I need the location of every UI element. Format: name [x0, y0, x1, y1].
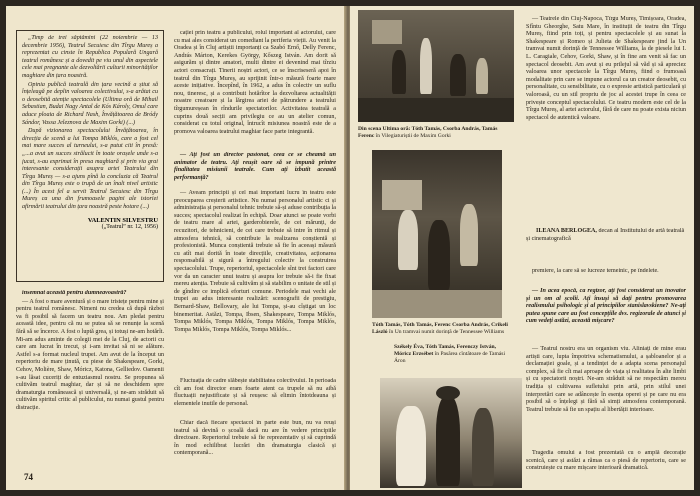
right-column-text — [526, 16, 686, 224]
quote-box — [16, 30, 164, 282]
quote-author: VALENTIN SILVESTRU — [87, 216, 158, 224]
right-column-answer-4 — [174, 420, 336, 480]
interview-answer: — A fost o mare aventură și o mare tristețe pentru mine și pentru teatrul românesc. Nimeni nu credea că după război va fi posibil să facem un teatru nou. Am pledat pentru această idee, pentru că nu se putea să se renunțe la scenă fără să se încerce. A fost o luptă grea, și totuși ne-am hotărît. Mi-am adus aminte de colegii mei de la Cluj, de actorii cu care am lucrat în trecut, și i-am invitat să ni se alăture. Astfel s-a format nucleul trupei. Am avut de la început un repertoriu de mare ținută, cu piese de Shakespeare, Gorki, Cehov, Molière, Shaw, Móricz, Katona, Gelliedov. Oamenii s-au lăsat cuceriți de entuziasmul nostru. Se propunea să cultivăm teatrul maghiar, dar și să ne deschidem spre dramaturgia românească și universală, și ne-am străduit să cultivăm spiritul critic al publicului, nu numai gustul pentru distracție. — [16, 298, 164, 411]
interview-answer: — Teatrul nostru era un organism viu. Aliniați de mine erau artiști care, lupta împotriva schematismului, a șabloanelor și a declamației goale, și a tendinței de a adapta scena personajul complex, să fie cît mai aproape de viața și realitatea în alte limbi și cu spectatorii noștri. Ne-am străduit să ne respectăm mereu tradiția și cultivarea sufletului prin artă, prin stilul unei interpretări care se adâncește în esența operei și pe care nu era posibil să o înțelegi și fără să simți atmosfera contemporană. Teatrul trebuie să fie un spațiu al libertății interioare. — [526, 346, 686, 413]
quote-box-text — [22, 35, 158, 213]
caption-play: în Vilegiaturiștii de Maxim Gorki — [374, 132, 451, 139]
interview-answer: Tragedia omului a fost prezentată cu o amplă decorație scenică, care și astăzi a rămas ca o piesă de repertoriu, care se construiește cu mare mișcare interioară dramatică. — [526, 450, 686, 472]
signature-block — [526, 228, 686, 264]
left-column-lower — [16, 290, 164, 468]
left-page — [6, 6, 346, 490]
right-column-answer-3 — [174, 378, 336, 420]
quote-paragraph: După vizionarea spectacolului Învățătoarea, în direcția de scenă a lui Tompa Miklós, care a fost cel mai mare succes al turneului, s-a putut citi în presă: „...a avut un succes strălucit în toate orașele unde s-a jucat, s-au exprimat în presa maghiară și prin via grai interesante considerații asupra artei Teatrului din Tîrgu Mureș — s-a ajuns pînă la concluzia că Teatrul din Tîrgu Mureș este o trupă de un înalt nivel artistic (...) În acest fel a servit Teatrul Secuiesc din Tîrgu Mureș ca una din frumoasele pagini ale istoriei afirmării teatrului din țara noastră peste hotare (...) — [22, 128, 158, 211]
caption-names: Din scena Ultima oră: Tóth Tamás, Csorba András, Tamás Ferenc — [358, 126, 498, 139]
quote-source: („Teatrul” nr. 12, 1956) — [101, 223, 158, 230]
quote-paragraph: „Timp de trei săptămîni (22 noiembrie — 13 decembrie 1956), Teatrul Secuiesc din Tîrgu Mureș a reprezentat cu cinste în Republica Populară Ungară teatrul românesc și a dovedit pe viu unul din aspectele cele mai pregnante ale dezvoltării culturii minorităților maghiare din țara noastră. — [22, 35, 158, 79]
photo-scene-1 — [358, 10, 514, 122]
right-column-answer — [174, 190, 336, 376]
interview-question: însemnat această pentru dumneavoastră? — [22, 290, 127, 296]
interview-answer: Fluctuația de cadre slăbește stabilitatea colectivului. În perioada cît am fost director eram foarte atent ca trupele să nu aibă fluctuații nejustificate și să reușesc să elimin întotdeauna și elementele inutile de personal. — [174, 378, 336, 407]
interview-answer: Chiar dacă fiecare spectacol în parte este bun, nu va reuși teatrul să devină o școală dacă nu are în vedere principiile directoare. Repertoriul trebuie să fie reprezentativ și să cuprindă în mod echilibrat lucrări din dramaturgia clasică și contemporană... — [174, 420, 336, 457]
right-question-block — [526, 288, 686, 344]
photo-scene-2 — [372, 150, 502, 318]
photo-scene-3 — [380, 378, 522, 488]
caption-play: în Pasărea cîntătoare de Tamási Áron — [394, 350, 506, 364]
signature-title: decan al Institutului de artă teatrală și cinematografică — [526, 228, 685, 242]
article-paragraph: cației prin teatru a publicului, rolul important al actorului, care cu mai ales considerat un comediant la periferia vieții. Au venit la Oradea și în Cluj artiștii importanți ca Szabó Ernő, Delly Ferenc, András Márton, Kerekes György, Kőszeg István. Am dorit să asigurăm și dintre amatori, multi dintre ei devenind mai tîrziu actori consacrați. Tinerii noștri actori, ce se înscriseseră apoi în teatrul din Tîrgu Mureș, au sprijinit într-o măsură foarte mare aceste inițiative. Începînd, în 1962, a adus în colectiv un suflu nou, tineresc, și a contribuit hotărîtor la dezvoltarea actualității noastre creatoare și la lărgirea ariei de pătrundere a teatrului tîrgumureșean în rîndurile spectatorilor. Activitatea teatrală a cuprins două secții am privilegiu ce au un atelier comun, considerat cu totul original, întrucît misiunea noastră este de a promova valoarea teatrului maghiar face parte integrantă. — [174, 30, 336, 135]
interview-question: — Ați fost un director pasionat, ceea ce se cheamă un animator de teatru. Ați reușit oare să se impună printre finalitatea misiunii teatrale. Cum ați izbutit această performanță? — [174, 152, 336, 181]
right-column-continued — [526, 268, 686, 286]
right-page — [350, 6, 694, 490]
right-answer-block-2 — [526, 450, 686, 486]
interview-question: — În acea epocă, ca regizor, ați fost considerat un inovator și un om al școlii. Ați însuși să dați pentru promovarea realismului psihologic și al principiilor stanislavskiene? Ne-ați putea spune care au fost concepțiile dvs. regizorale de atunci și cum vedeți astăzi, această mișcare? — [526, 288, 686, 325]
photo-caption-1 — [358, 126, 514, 140]
page-number: 74 — [24, 472, 33, 482]
article-paragraph: premiere, la care să se lucreze temeinic, pe îndelete. — [532, 268, 659, 274]
right-column-question — [174, 152, 336, 188]
right-answer-block — [526, 346, 686, 450]
photo-caption-2 — [372, 322, 512, 336]
article-paragraph: — Teatrele din Cluj-Napoca, Tîrgu Mureș, Timișoara, Oradea, Sfîntu Gheorghe, Satu Mare, în instituții de teatru din Tîrgu Mureș, fiind prin toți, și pentru spectacolele și au sunat la Shakespeare și Romeo și Julieta de Shakespeare jind la Un tramvai numit dorință de Tennessee Williams, la de piesele lui I. L. Caragiale, Cehov, Gorki, Shaw, și în fine am venit să fac un spectacol deosebit. Am avut și eu prilejul să văd și să apreciez valoarea unor spectacole la Tîrgu Mureș, fiind o frumoasă modalitate prin care se impune actorul ca un creator deosebit, cu personalitate, cu sensibilitate, cu o expresie artistică particulară și valoroasă, cu un stil propriu de joc al acestei trupe în ceea ce privește conceptul spectacolului. Ce teatru modern este cel de la Tîrgu Mureș, al artei actorului, fără de care nu poate exista niciun spectacol de autentică valoare. — [526, 16, 686, 121]
signature-name: ILEANA BERLOGEA, — [536, 228, 597, 234]
right-column-upper — [174, 30, 336, 150]
interview-answer: — Aveam principii și cel mai important lucru în teatru este preocuparea creșterii artistice. Nu numai personalul artistic ci și administrația și personalul tehnic trebuie să-și aduse contribuția la succes; spectacolul realizat în echipă. Doar atunci se poate vorbi de teatru mare al artei, garderobierele, de cei mărunți, de recuzitori, de tehnicieni, de cei care trebuie să intre în ritmul și atmosfera tehnică, să contribuie la realizarea conștientă și profesionistă. Munca conștientă trebuie să fie în aceeași măsură cu atît mai dorită în toate direcțiile, creativitatea, acționarea responsabilă și sigură a întregului colectiv la construirea spectacolului. Trupe, repertoriul, spectacolele sînt trei factori care vor da un caracter unui teatru și asupra lor trebuie să-i fie fixat mereu atenția. Trebuie să cultivăm și să stabilim o unitate de stil și de gîndire ce implică eforturi comune. Periodele mai vechi ale trupei au adus interesante realizări: scenografii de prestigiu, Bernard-Shaw, Bellovary, ale lui Tompa, și-au cîștigat un loc binemeritat. Astăzi, Tompa, Ibsen, Shakespeare, Tompa Miklós, Tompa Miklós, Tompa Miklós, Tompa Miklós, Tompa Miklós, Tompa Miklós, Tompa Miklós, Tompa Miklós... — [174, 190, 336, 333]
caption-play: în Un tramvai numit dorință de Tennessee Williams — [387, 328, 505, 335]
caption-names: Székely Éva, Tóth Tamás, Ferenczy István, Móricz Erzsébet — [394, 344, 497, 357]
caption-names: Tóth Tamás, Tóth Tamás, Ferenc Csorba András, Crikeli László — [372, 322, 508, 335]
quote-paragraph: Opinia publică teatrală din țara vecină a știut să înțeleagă pe deplin valoarea colectivului, s-a arătat cu o deosebită atenție spectacolele (Ultima oră de Mihail Sebastian, Budai Nagy Antal de Kós Károly, Omul care aduce ploaia de Richard Nash, Învățătoarea de Bródy Sándor, Vassa Jeleznova de Maxim Gorki) (...) — [22, 81, 158, 126]
photo-caption-3 — [394, 344, 514, 364]
